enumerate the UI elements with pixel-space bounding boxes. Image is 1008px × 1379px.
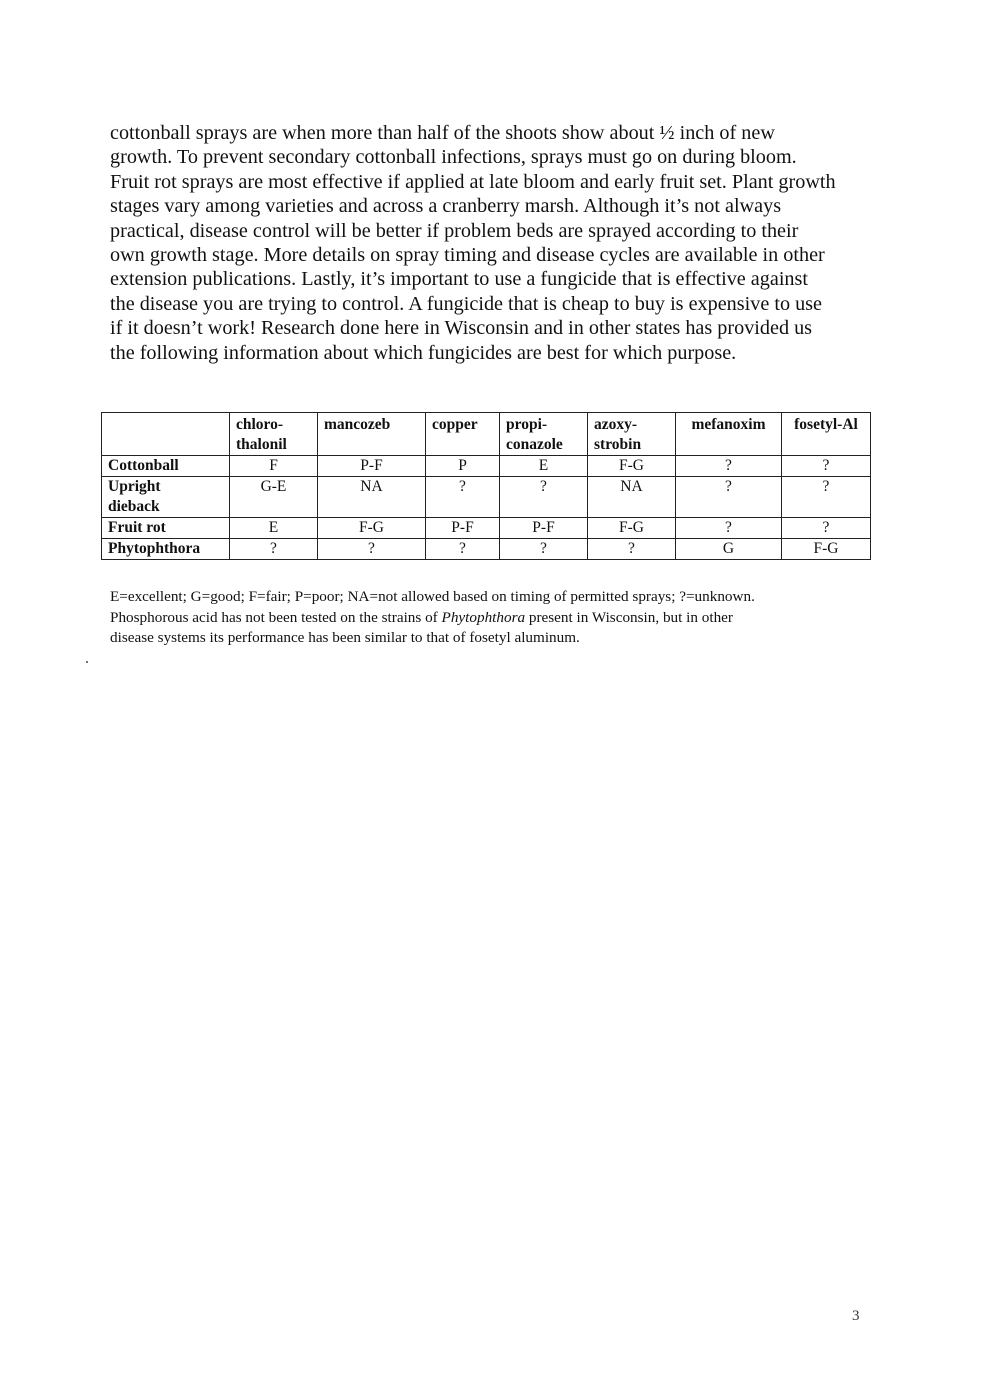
table-cell: F-G xyxy=(588,518,676,539)
table-cell: NA xyxy=(318,477,426,518)
table-cell: ? xyxy=(676,456,782,477)
row-label-cottonball: Cottonball xyxy=(102,456,230,477)
row-label-fruit-rot: Fruit rot xyxy=(102,518,230,539)
header-corner-cell xyxy=(102,413,230,456)
table-cell: F-G xyxy=(318,518,426,539)
header-line: fosetyl-Al xyxy=(794,416,858,433)
row-label-phytophthora: Phytophthora xyxy=(102,539,230,560)
table-cell: NA xyxy=(588,477,676,518)
header-copper xyxy=(426,413,500,456)
table-row-fruit-rot xyxy=(102,518,871,539)
body-paragraph xyxy=(110,121,890,365)
paragraph-line: if it doesn’t work! Research done here in Wisconsin and in other states has provided us xyxy=(110,317,813,340)
table-cell: G xyxy=(676,539,782,560)
table-cell: ? xyxy=(426,477,500,518)
table-cell: ? xyxy=(782,477,871,518)
header-propiconazole xyxy=(500,413,588,456)
paragraph-line: the disease you are trying to control. A fungicide that is cheap to buy is expensive to use xyxy=(110,292,823,315)
header-mefanoxim xyxy=(676,413,782,456)
table-cell: ? xyxy=(782,518,871,539)
table-cell: ? xyxy=(426,539,500,560)
paragraph-line: extension publications. Lastly, it’s important to use a fungicide that is effective against xyxy=(110,268,808,291)
paragraph-line: own growth stage. More details on spray timing and disease cycles are available in other xyxy=(110,244,825,267)
header-line: mancozeb xyxy=(324,416,391,433)
table-cell: ? xyxy=(318,539,426,560)
legend-italic-term: Phytophthora xyxy=(441,608,526,626)
paragraph-line: stages vary among varieties and across a cranberry marsh. Although it’s not always xyxy=(110,195,782,218)
table-cell: P-F xyxy=(426,518,500,539)
header-chlorothalonil xyxy=(230,413,318,456)
table-cell: G-E xyxy=(230,477,318,518)
legend-line: E=excellent; G=good; F=fair; P=poor; NA=not allowed based on timing of permitted sprays; ?=unknown. xyxy=(110,588,755,605)
table-cell: E xyxy=(230,518,318,539)
header-line: azoxy- xyxy=(594,416,638,433)
table-cell: F xyxy=(230,456,318,477)
header-line: conazole xyxy=(506,436,563,453)
table-cell: P-F xyxy=(318,456,426,477)
header-line: mefanoxim xyxy=(691,416,766,433)
page-number: 3 xyxy=(852,1308,860,1324)
table-row-upright-dieback xyxy=(102,477,871,518)
table-cell: ? xyxy=(782,456,871,477)
table-cell: ? xyxy=(676,518,782,539)
table-row-cottonball xyxy=(102,456,871,477)
legend-line: disease systems its performance has been similar to that of fosetyl aluminum. xyxy=(110,629,580,646)
header-line: copper xyxy=(432,416,478,433)
fungicide-efficacy-table xyxy=(101,412,871,560)
header-line: strobin xyxy=(594,436,642,453)
table-cell: ? xyxy=(500,539,588,560)
table-legend xyxy=(110,587,890,649)
table-cell: P xyxy=(426,456,500,477)
table-cell: ? xyxy=(500,477,588,518)
header-line: propi- xyxy=(506,416,548,433)
paragraph-line: cottonball sprays are when more than half of the shoots show about ½ inch of new xyxy=(110,122,775,144)
paragraph-line: growth. To prevent secondary cottonball infections, sprays must go on during bloom. xyxy=(110,146,797,169)
table-row-phytophthora xyxy=(102,539,871,560)
paragraph-line: Fruit rot sprays are most effective if applied at late bloom and early fruit set. Plant growth xyxy=(110,170,836,193)
paragraph-line: the following information about which fungicides are best for which purpose. xyxy=(110,341,737,364)
header-azoxystrobin xyxy=(588,413,676,456)
scan-speck xyxy=(86,661,88,663)
header-line: thalonil xyxy=(236,436,287,453)
paragraph-line: practical, disease control will be better if problem beds are sprayed according to their xyxy=(110,219,799,242)
table-header-row xyxy=(102,413,871,456)
header-mancozeb xyxy=(318,413,426,456)
header-fosetyl-al xyxy=(782,413,871,456)
table-cell: ? xyxy=(230,539,318,560)
table-cell: ? xyxy=(676,477,782,518)
table-cell: P-F xyxy=(500,518,588,539)
table-cell: ? xyxy=(588,539,676,560)
row-label-upright-dieback: Upright dieback xyxy=(102,477,230,518)
table-cell: F-G xyxy=(782,539,871,560)
table-cell: F-G xyxy=(588,456,676,477)
header-line: chloro- xyxy=(236,416,284,433)
table-cell: E xyxy=(500,456,588,477)
legend-line: Phosphorous acid has not been tested on the strains of Phytophthora present in Wisconsin, but in other xyxy=(110,608,733,626)
